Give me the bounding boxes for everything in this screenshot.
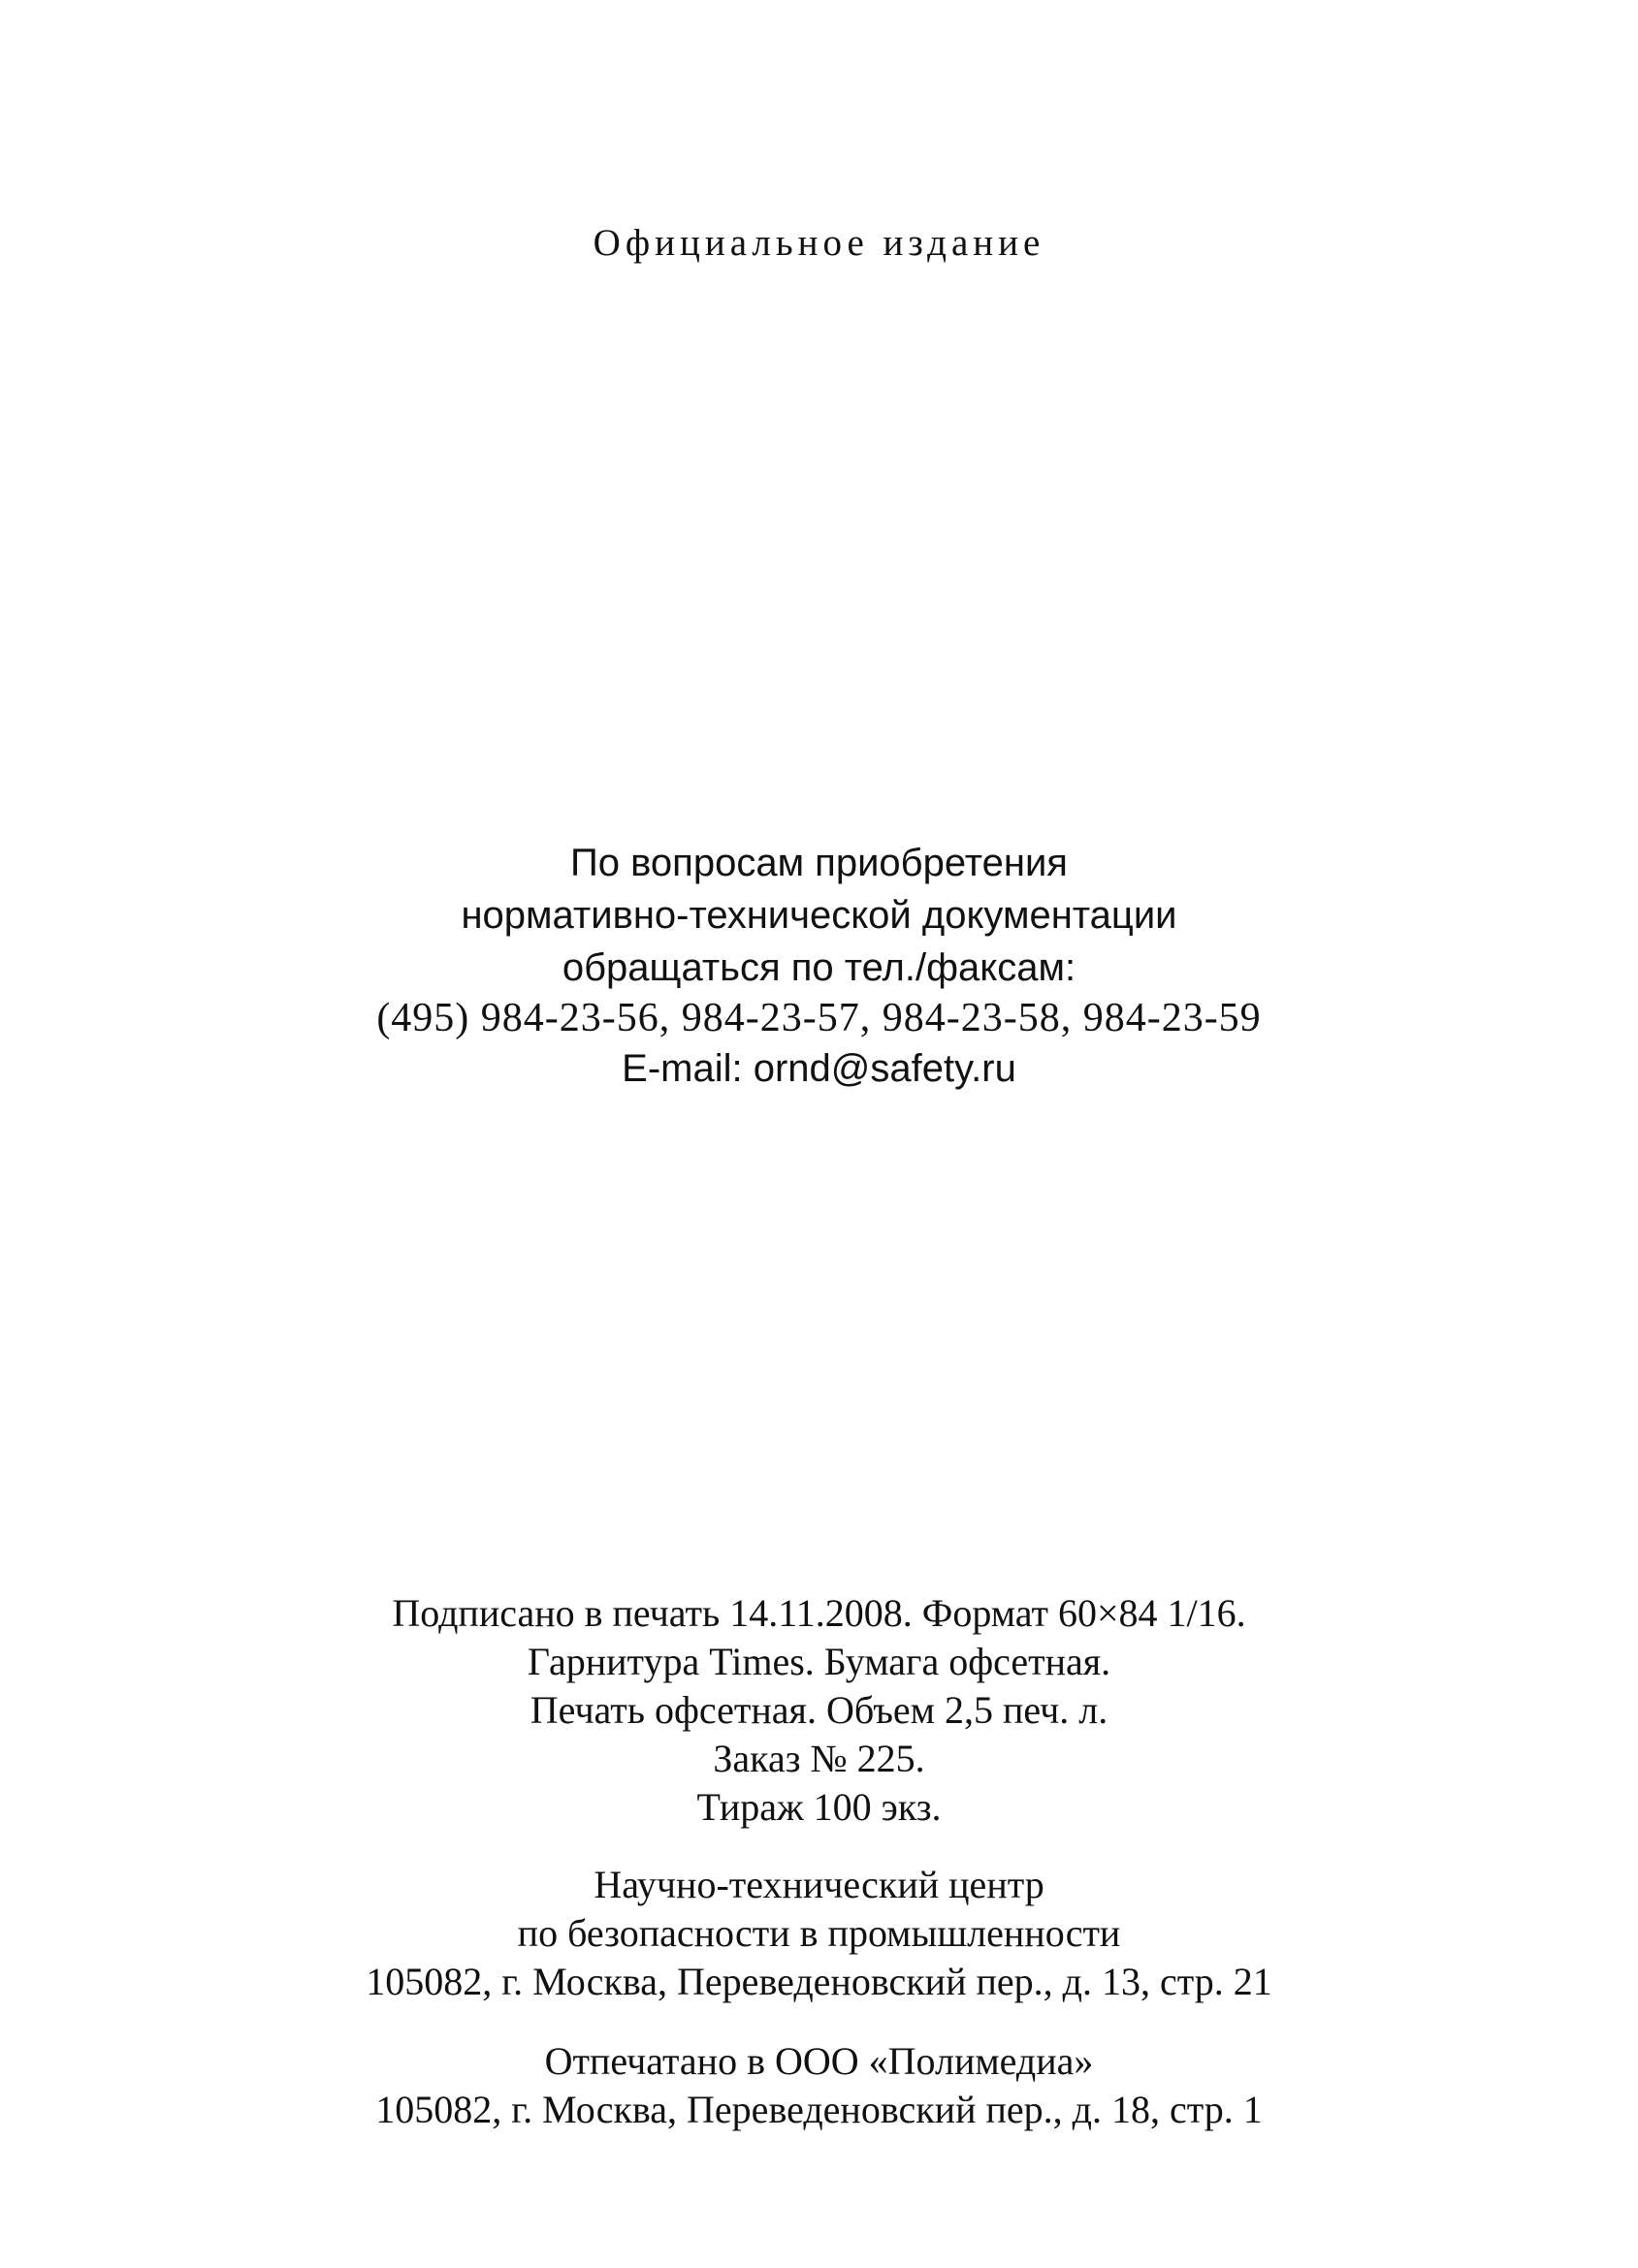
- print-info-line: Печать офсетная. Объем 2,5 печ. л.: [530, 1688, 1108, 1732]
- publisher-line: Научно-технический центр: [594, 1863, 1044, 1906]
- print-info-line: Гарнитура Times. Бумага офсетная.: [527, 1640, 1111, 1683]
- contact-email: E-mail: ornd@safety.ru: [622, 1047, 1016, 1090]
- print-info-line: Подписано в печать 14.11.2008. Формат 60×84 1/16.: [392, 1591, 1246, 1635]
- contact-line-purchase: По вопросам приобретения: [570, 842, 1068, 884]
- contact-line-phone-intro: обращаться по тел./факсам:: [562, 946, 1076, 989]
- official-edition-label: Официальное издание: [593, 222, 1045, 264]
- publisher-address: 105082, г. Москва, Переведеновский пер., д. 13, стр. 21: [366, 1960, 1272, 2003]
- printer-address: 105082, г. Москва, Переведеновский пер., д. 18, стр. 1: [375, 2088, 1263, 2131]
- printer-line: Отпечатано в ООО «Полимедиа»: [544, 2039, 1094, 2083]
- print-info-line: Тираж 100 экз.: [696, 1785, 942, 1829]
- print-info-line: Заказ № 225.: [713, 1737, 925, 1780]
- contact-line-documentation: нормативно-технической документации: [461, 894, 1177, 937]
- contact-phones: (495) 984-23-56, 984-23-57, 984-23-58, 984-23-59: [376, 996, 1262, 1040]
- publisher-line: по безопасности в промышленности: [517, 1911, 1121, 1955]
